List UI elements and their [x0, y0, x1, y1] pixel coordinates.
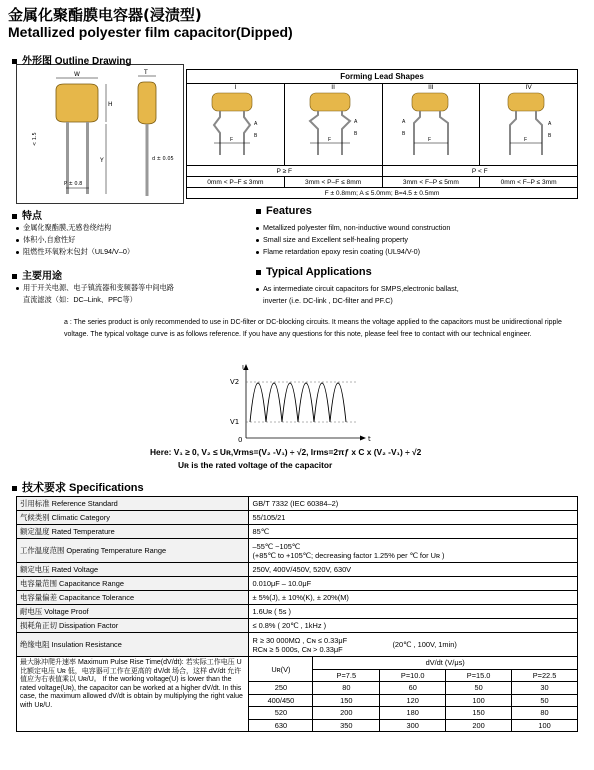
table-cell: dV/dt (V/μs)	[313, 657, 578, 670]
formula-line1: Here: V₁ ≥ 0, V₂ ≤ Uʀ,Vrms=(V₂ -V₁) ÷ √2, Irms=2πƒ x C x (V₂ -V₁) ÷ √2	[150, 447, 422, 457]
range-1: 0mm < P–F ≤ 3mm	[187, 177, 285, 188]
table-cell: 250V, 400V/450V, 520V, 630V	[249, 563, 578, 577]
table-cell: 80	[512, 707, 578, 720]
table-cell: 300	[380, 719, 446, 732]
capacitor-body-front	[56, 84, 98, 122]
list-item: inverter (i.e. DC-link , DC-filter and PF.C)	[263, 296, 393, 305]
features-en-heading-text: Features	[266, 205, 312, 217]
table-row	[17, 577, 578, 591]
roman-1: I	[234, 84, 237, 91]
formula-line2: Uʀ is the rated voltage of the capacitor	[178, 460, 333, 470]
bullet-dot-icon	[256, 288, 259, 291]
pf-right: P < F	[382, 166, 578, 177]
roman-3: III	[428, 84, 434, 91]
table-cell: 100	[512, 719, 578, 732]
waveform-v1-label: V1	[230, 418, 240, 426]
outline-drawing	[16, 64, 184, 204]
table-cell: 80	[313, 682, 380, 695]
table-cell: 85℃	[249, 525, 578, 539]
table-cell: 150	[446, 707, 512, 720]
apps-en-heading-text: Typical Applications	[266, 266, 372, 278]
table-cell: R ≥ 30 000MΩ , Cɴ ≤ 0.33μF RCɴ ≥ 5 000s, Cɴ > 0.33μF (20℃ , 100V, 1min)	[249, 633, 578, 657]
table-row	[17, 539, 578, 563]
table-cell: 工作温度范围 Operating Temperature Range	[17, 539, 249, 563]
list-item: 直流滤波（如：DC–Link、PFC等）	[23, 295, 137, 304]
svg-text:A: A	[547, 121, 551, 127]
outline-heading-text: 外形图 Outline Drawing	[22, 56, 132, 67]
table-cell: 150	[313, 694, 380, 707]
table-cell: P=10.0	[380, 669, 446, 682]
bullet-square	[256, 209, 261, 214]
features-en-list	[256, 222, 450, 258]
dim-t-label: T	[144, 69, 148, 76]
apps-cn-heading	[12, 267, 62, 282]
table-cell: 180	[380, 707, 446, 720]
apps-cn-list	[16, 282, 174, 306]
table-cell: 50	[446, 682, 512, 695]
list-item: Small size and Excellent self-healing property	[256, 234, 450, 246]
spec-heading-text: 技术要求 Specifications	[22, 482, 144, 494]
svg-text:B: B	[354, 131, 358, 137]
waveform-t-label: t	[368, 435, 371, 443]
forming-shape-3	[382, 84, 480, 166]
dim-p-label: P ± 0.8	[64, 181, 83, 187]
svg-text:F: F	[427, 137, 431, 143]
title-chinese: 金属化聚酯膜电容器(浸渍型)	[8, 6, 202, 24]
bullet-square	[12, 486, 17, 491]
table-cell: –55℃ ~105℃ (+85℃ to +105℃; decreasing factor 1.25% per ℃ for Uʀ )	[249, 539, 578, 563]
table-cell: 1.6Uʀ ( 5s )	[249, 605, 578, 619]
forming-title: Forming Lead Shapes	[187, 70, 578, 84]
svg-text:B: B	[401, 131, 406, 137]
list-item: Flame retardation epoxy resin coating (UL94/V-0)	[256, 246, 450, 258]
table-cell: 50	[512, 694, 578, 707]
spec-heading	[12, 479, 144, 495]
table-cell: 额定温度 Rated Temperature	[17, 525, 249, 539]
table-cell: 0.010μF – 10.0μF	[249, 577, 578, 591]
dim-y-label: Y	[100, 157, 104, 164]
table-cell: 绝缘电阻 Insulation Resistance	[17, 633, 249, 657]
svg-text:F: F	[230, 137, 234, 143]
table-cell: P=15.0	[446, 669, 512, 682]
svg-text:A: A	[354, 119, 358, 125]
table-cell: 120	[380, 694, 446, 707]
bullet-dot-icon	[256, 251, 259, 254]
table-cell: 30	[512, 682, 578, 695]
dim-h-label: H	[108, 101, 113, 108]
list-item: 金属化聚酯膜,无感卷绕结构	[16, 222, 134, 234]
note-paragraph: a : The series product is only recommended to use in DC-filter or DC-blocking circuits. It means the voltage applied to the capacitors must be unidirectional ripple voltage. The typical voltage curve is as follows reference. If you have any questions for this note, please feel free to contact with our technical engineer.	[64, 319, 562, 338]
table-cell: 气候类别 Climatic Category	[17, 511, 249, 525]
table-cell: 损耗角正切 Dissipation Factor	[17, 619, 249, 633]
table-row	[17, 525, 578, 539]
list-item: 阻燃性环氧粉末包封（UL94/V–0）	[16, 246, 134, 258]
table-row	[17, 619, 578, 633]
table-cell: GB/T 7332 (IEC 60384–2)	[249, 497, 578, 511]
range-3: 3mm < F–P ≤ 5mm	[382, 177, 480, 188]
table-cell: 电容量偏差 Capacitance Tolerance	[17, 591, 249, 605]
forming-shape-1	[187, 84, 285, 166]
table-cell: 60	[380, 682, 446, 695]
range-2: 3mm < P–F ≤ 8mm	[284, 177, 382, 188]
table-cell: 200	[446, 719, 512, 732]
apps-en-heading	[256, 266, 372, 278]
table-row	[17, 657, 578, 670]
features-en-heading	[256, 205, 312, 217]
table-row	[17, 511, 578, 525]
svg-text:B: B	[547, 133, 551, 139]
table-row	[17, 563, 578, 577]
features-cn-list	[16, 222, 134, 258]
bullet-dot-icon	[256, 239, 259, 242]
forming-shape-4	[480, 84, 578, 166]
list-item: Metallized polyester film, non-inductive wound construction	[256, 222, 450, 234]
waveform-origin-label: 0	[238, 436, 243, 444]
list-item: 用于开关电源、电子镇流器和变频器等中间电路	[16, 282, 174, 294]
shape-2-drawing	[288, 91, 378, 157]
table-cell: 55/105/21	[249, 511, 578, 525]
features-cn-heading-text: 特点	[22, 211, 42, 222]
table-cell: 400/450	[249, 694, 313, 707]
dim-d-label: d ± 0.05	[152, 156, 174, 162]
table-cell: 最大脉冲爬升速率 Maximum Pulse Rise Time(dV/dt): 若实际工作电压 U 比额定电压 Uʀ 低，电容器可工作在更高的 dV/dt 场合，这样 dV/dt 允许值应为右表值乘以 Uʀ/U。 If the working voltage(U) is lower than the rated voltage(Uʀ), the capacitor can be worked at a higher dV/dt. In this case, the maximum allowed dV/dt is obtain by multiplying the right value with Uʀ/U.	[17, 657, 249, 732]
pf-left: P ≥ F	[187, 166, 383, 177]
waveform-u-label: U	[242, 364, 248, 372]
bullet-dot-icon	[16, 227, 19, 230]
list-item: 体积小,自愈性好	[16, 234, 134, 246]
svg-text:A: A	[254, 121, 258, 127]
apps-en-list	[256, 283, 459, 307]
waveform-v2-label: V2	[230, 378, 240, 386]
table-cell: Uʀ(V)	[249, 657, 313, 682]
bullet-dot-icon	[256, 227, 259, 230]
spec-table	[16, 496, 578, 732]
forming-shape-2	[284, 84, 382, 166]
bullet-square	[256, 270, 261, 275]
table-row	[17, 633, 578, 657]
list-item: As intermediate circuit capacitors for SMPS,electronic ballast,	[256, 283, 459, 295]
range-4: 0mm < F–P ≤ 3mm	[480, 177, 578, 188]
bullet-dot-icon	[16, 251, 19, 254]
voltage-waveform	[226, 362, 376, 444]
lead-side	[146, 124, 149, 196]
table-row	[17, 591, 578, 605]
bullet-dot-icon	[16, 239, 19, 242]
shape-1-drawing	[190, 91, 280, 157]
forming-tolerance: F ± 0.8mm; A ≤ 5.0mm; B=4.5 ± 0.5mm	[187, 188, 578, 199]
shape-4-drawing	[484, 91, 574, 157]
table-cell: 630	[249, 719, 313, 732]
table-cell: 100	[446, 694, 512, 707]
table-row	[17, 605, 578, 619]
title-english: Metallized polyester film capacitor(Dipped)	[8, 24, 293, 40]
table-row	[17, 497, 578, 511]
svg-text:F: F	[328, 137, 332, 143]
apps-cn-heading-text: 主要用途	[22, 271, 62, 282]
table-cell: P=7.5	[313, 669, 380, 682]
shape-3-drawing	[386, 91, 476, 157]
bullet-square	[12, 274, 17, 279]
table-cell: ± 5%(J), ± 10%(K), ± 20%(M)	[249, 591, 578, 605]
table-cell: 520	[249, 707, 313, 720]
roman-4: IV	[525, 84, 532, 91]
features-cn-heading	[12, 207, 42, 222]
table-cell: 引用标准 Reference Standard	[17, 497, 249, 511]
svg-text:A: A	[401, 119, 406, 125]
roman-2: II	[331, 84, 335, 91]
capacitor-body-side	[138, 82, 156, 124]
table-cell: 250	[249, 682, 313, 695]
bullet-square	[12, 214, 17, 219]
svg-text:F: F	[523, 137, 527, 143]
dim-l-label: < 1.5	[32, 132, 38, 146]
table-cell: 350	[313, 719, 380, 732]
table-cell: 额定电压 Rated Voltage	[17, 563, 249, 577]
bullet-dot-icon	[16, 287, 19, 290]
dim-w-label: W	[74, 71, 80, 78]
table-cell: 电容量范围 Capacitance Range	[17, 577, 249, 591]
table-cell: 耐电压 Voltage Proof	[17, 605, 249, 619]
table-cell: P=22.5	[512, 669, 578, 682]
forming-lead-table	[186, 69, 578, 199]
table-cell: 200	[313, 707, 380, 720]
svg-text:B: B	[254, 133, 258, 139]
table-cell: ≤ 0.8% ( 20℃ , 1kHz )	[249, 619, 578, 633]
lead-right	[86, 122, 89, 194]
